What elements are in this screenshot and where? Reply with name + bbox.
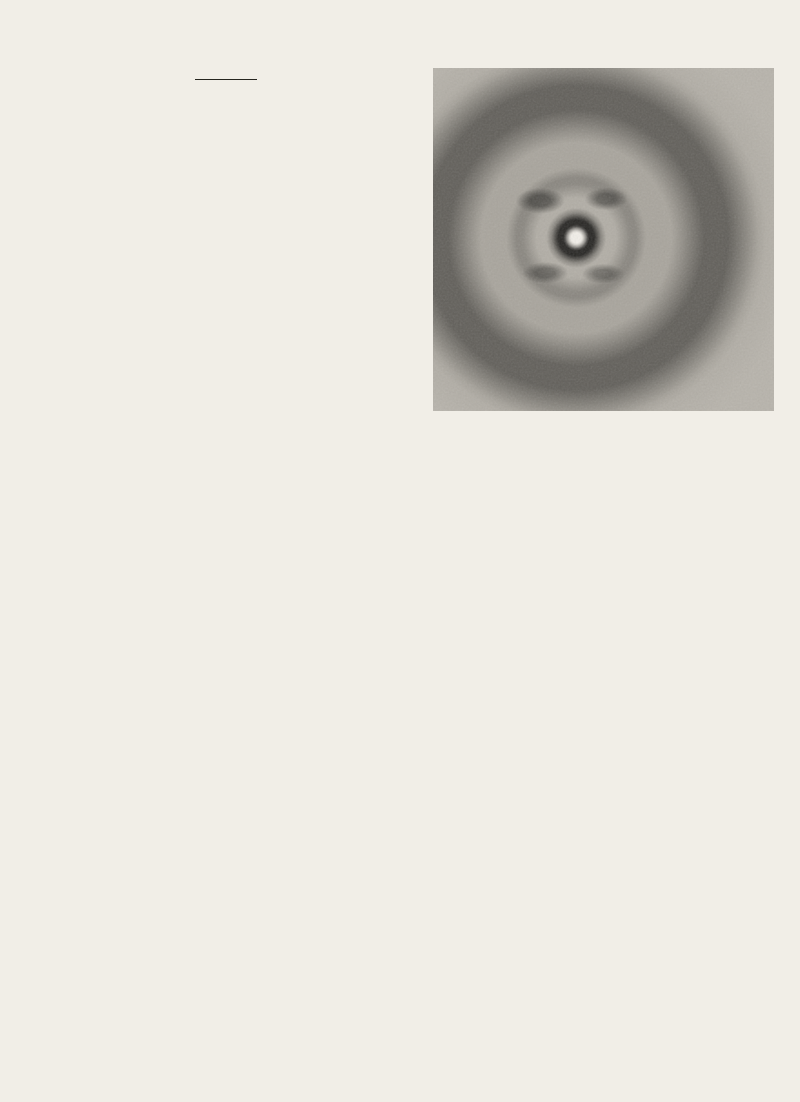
right-column	[417, 68, 783, 648]
section-divider	[195, 79, 257, 80]
figure-1	[417, 68, 783, 411]
xray-fibre-diagram-photo	[433, 68, 774, 411]
figure2-diagram	[417, 421, 739, 632]
left-column	[40, 68, 411, 95]
figure-2	[417, 421, 783, 632]
photo-grain-texture	[433, 68, 774, 411]
page-header	[0, 36, 800, 64]
